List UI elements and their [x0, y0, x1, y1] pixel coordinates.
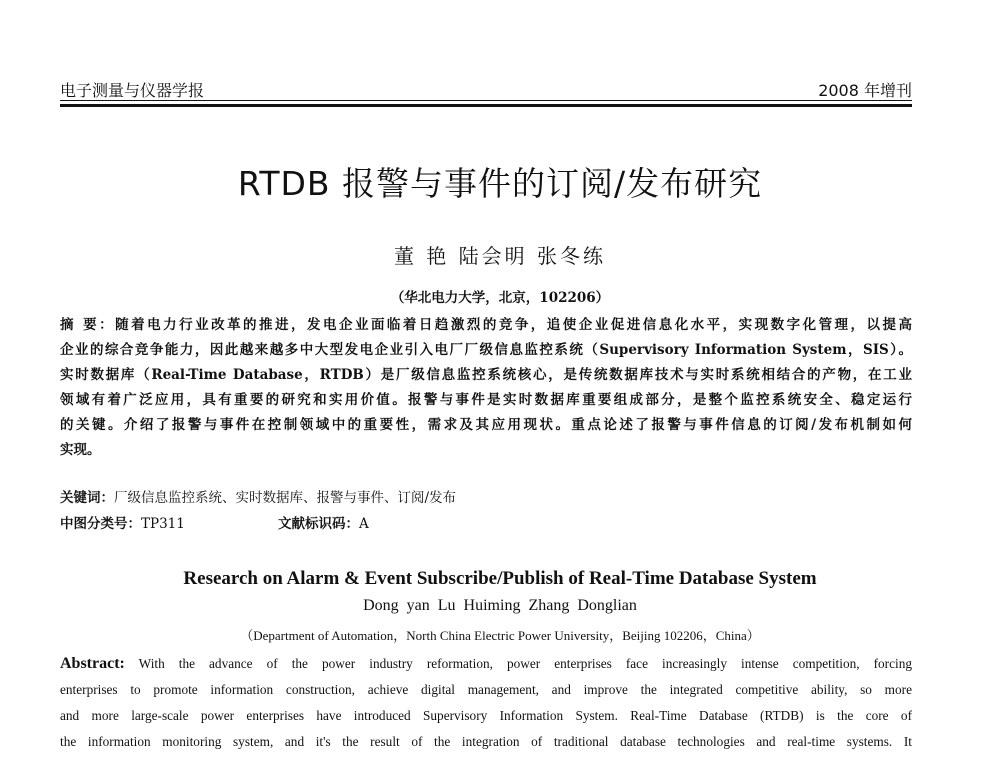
chinese-abstract — [60, 313, 912, 463]
classification — [60, 512, 912, 532]
en-abstract-line: enterprises to promote information construction, achieve digital management, and improve the integrated competitive ability, so more — [60, 682, 912, 697]
en-abstract-line: Abstract: With the advance of the power industry reformation, power enterprises face increasingly intense competition, forcing — [60, 655, 912, 672]
cn-abstract-line: 领域有着广泛应用，具有重要的研究和实用价值。报警与事件是实时数据库重要组成部分，是整个监控系统安全、稳定运行 — [60, 392, 912, 408]
english-authors: Dong yan Lu Huiming Zhang Donglian — [363, 597, 637, 614]
paper-title: RTDB 报警与事件的订阅/发布研究 — [237, 164, 763, 203]
en-abstract-line: and more large-scale power enterprises have introduced Supervisory Information System. Real-Time Database (RTDB) is the core of — [60, 708, 912, 723]
document-code — [278, 512, 369, 532]
cn-abstract-line: 企业的综合竞争能力，因此越来越多中大型发电企业引入电厂厂级信息监控系统（Supervisory Information System，SIS）。 — [60, 342, 912, 358]
keywords-text: 厂级信息监控系统、实时数据库、报警与事件、订阅/发布 — [114, 490, 457, 506]
header-rule-thick — [60, 104, 912, 107]
cn-abstract-line: 摘 要：随着电力行业改革的推进，发电企业面临着日趋激烈的竞争，追使企业促进信息化水平，实现数字化管理，以提高 — [60, 317, 912, 333]
clc-label: 中图分类号： — [60, 516, 141, 532]
paper-authors: 董 艳 陆会明 张冬练 — [393, 244, 607, 268]
journal-issue: 2008 年增刊 — [818, 81, 912, 100]
cn-abstract-line: 的关键。介绍了报警与事件在控制领域中的重要性，需求及其应用现状。重点论述了报警与事件信息的订阅/发布机制如何 — [60, 417, 912, 433]
english-affiliation: （Department of Automation，North China Electric Power University，Beijing 102206，China） — [240, 628, 760, 643]
clc-value: TP311 — [141, 516, 185, 532]
keywords — [60, 486, 912, 506]
keywords-label: 关键词： — [60, 490, 114, 506]
en-abstract-line: the information monitoring system, and it's the result of the integration of traditional database technologies and real-time systems. It — [60, 734, 912, 749]
header-rule-thin — [60, 100, 912, 101]
english-abstract — [60, 651, 912, 755]
cn-abstract-label: 摘 要： — [60, 317, 116, 333]
english-title: Research on Alarm & Event Subscribe/Publish of Real-Time Database System — [183, 568, 817, 589]
cn-abstract-line: 实现。 — [60, 442, 101, 458]
en-abstract-label: Abstract: — [60, 655, 125, 672]
journal-header — [60, 78, 912, 102]
cn-abstract-line: 实时数据库（Real-Time Database，RTDB）是厂级信息监控系统核心，是传统数据库技术与实时系统相结合的产物，在工业 — [60, 367, 912, 383]
paper-affiliation: （华北电力大学，北京，102206） — [390, 290, 610, 306]
doc-code-label: 文献标识码： — [278, 516, 359, 532]
journal-name: 电子测量与仪器学报 — [60, 81, 205, 100]
doc-code-value: A — [359, 516, 369, 532]
